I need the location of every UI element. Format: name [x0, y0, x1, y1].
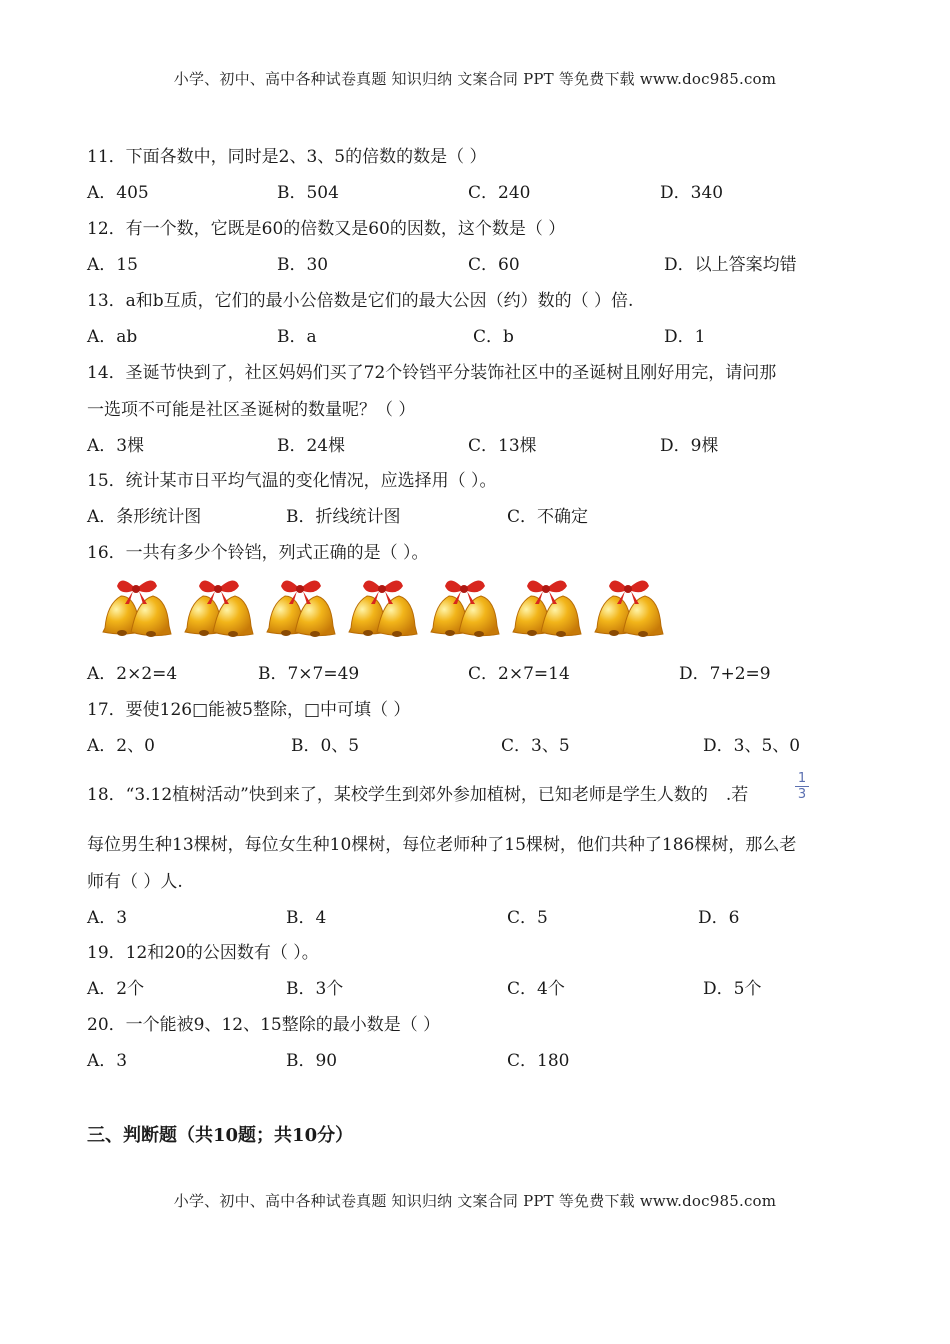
- question-19-stem: 19．12和20的公因数有（ ）。: [87, 943, 319, 963]
- question-14-stem-line1: 14．圣诞节快到了，社区妈妈们买了72个铃铛平分装饰社区中的圣诞树且刚好用完，请问那: [87, 363, 777, 383]
- bell-icon: [259, 574, 339, 640]
- bell-icon: [95, 574, 175, 640]
- question-18-stem-line3: 师有（ ）人.: [87, 872, 183, 892]
- q19-option-d[interactable]: D．5个: [703, 979, 762, 999]
- page-header: 小学、初中、高中各种试卷真题 知识归纳 文案合同 PPT 等免费下载 www.doc985.com: [173, 70, 777, 88]
- bells-image: [95, 574, 695, 640]
- q19-option-c[interactable]: C．4个: [507, 979, 565, 999]
- question-11-stem: 11．下面各数中，同时是2、3、5的倍数的数是（ ）: [87, 147, 487, 167]
- section-title: 三、判断题（共10题；共10分）: [87, 1125, 354, 1146]
- q12-option-d[interactable]: D．以上答案均错: [664, 255, 797, 275]
- q14-option-d[interactable]: D．9棵: [660, 436, 719, 456]
- q18-option-d[interactable]: D．6: [698, 908, 740, 928]
- q17-option-a[interactable]: A．2、0: [87, 736, 155, 756]
- q20-option-a[interactable]: A．3: [87, 1051, 128, 1071]
- q11-option-d[interactable]: D．340: [660, 183, 724, 203]
- q11-option-c[interactable]: C．240: [468, 183, 531, 203]
- q16-option-c[interactable]: C．2×7=14: [468, 664, 570, 684]
- page-footer: 小学、初中、高中各种试卷真题 知识归纳 文案合同 PPT 等免费下载 www.doc985.com: [173, 1192, 777, 1210]
- q13-option-d[interactable]: D．1: [664, 327, 706, 347]
- bell-icon: [341, 574, 421, 640]
- question-13-stem: 13．a和b互质，它们的最小公倍数是它们的最大公因（约）数的（ ）倍.: [87, 291, 634, 311]
- bell-icon: [177, 574, 257, 640]
- q17-option-d[interactable]: D．3、5、0: [703, 736, 801, 756]
- q14-option-b[interactable]: B．24棵: [277, 436, 346, 456]
- q15-option-c[interactable]: C．不确定: [507, 507, 589, 527]
- q13-option-b[interactable]: B．a: [277, 327, 317, 347]
- q12-option-c[interactable]: C．60: [468, 255, 520, 275]
- question-16-stem: 16．一共有多少个铃铛，列式正确的是（ ）。: [87, 543, 429, 563]
- q14-option-a[interactable]: A．3棵: [87, 436, 145, 456]
- bell-icon: [587, 574, 667, 640]
- q18-option-b[interactable]: B．4: [286, 908, 327, 928]
- q18-option-c[interactable]: C．5: [507, 908, 548, 928]
- q20-option-c[interactable]: C．180: [507, 1051, 570, 1071]
- bell-icon: [505, 574, 585, 640]
- fraction-denominator: 3: [797, 787, 807, 802]
- bell-icon: [423, 574, 503, 640]
- q16-option-b[interactable]: B．7×7=49: [258, 664, 360, 684]
- question-18-stem-line2: 每位男生种13棵树，每位女生种10棵树，每位老师种了15棵树，他们共种了186棵树，那么老: [87, 835, 797, 855]
- q13-option-c[interactable]: C．b: [473, 327, 514, 347]
- q16-option-d[interactable]: D．7+2=9: [679, 664, 771, 684]
- q15-option-a[interactable]: A．条形统计图: [87, 507, 202, 527]
- question-17-stem: 17．要使126□能被5整除，□中可填（ ）: [87, 700, 411, 720]
- q11-option-b[interactable]: B．504: [277, 183, 339, 203]
- q19-option-a[interactable]: A．2个: [87, 979, 145, 999]
- q12-option-a[interactable]: A．15: [87, 255, 138, 275]
- q17-option-c[interactable]: C．3、5: [501, 736, 570, 756]
- q18-option-a[interactable]: A．3: [87, 908, 128, 928]
- q13-option-a[interactable]: A．ab: [87, 327, 138, 347]
- q15-option-b[interactable]: B．折线统计图: [286, 507, 401, 527]
- q18-stem-text: 18．“3.12植树活动”快到来了，某校学生到郊外参加植树，已知老师是学生人数的: [87, 785, 708, 805]
- question-15-stem: 15．统计某市日平均气温的变化情况，应选择用（ ）。: [87, 471, 497, 491]
- question-18-stem-line1: [87, 784, 748, 806]
- q14-option-c[interactable]: C．13棵: [468, 436, 537, 456]
- fraction-numerator: 1: [797, 771, 807, 786]
- q16-option-a[interactable]: A．2×2=4: [87, 664, 178, 684]
- q11-option-a[interactable]: A．405: [87, 183, 149, 203]
- q17-option-b[interactable]: B．0、5: [291, 736, 360, 756]
- q19-option-b[interactable]: B．3个: [286, 979, 344, 999]
- q20-option-b[interactable]: B．90: [286, 1051, 338, 1071]
- question-14-stem-line2: 一选项不可能是社区圣诞树的数量呢？（ ）: [87, 400, 416, 420]
- question-20-stem: 20．一个能被9、12、15整除的最小数是（ ）: [87, 1015, 441, 1035]
- q18-stem-tail: .若: [725, 785, 749, 805]
- fraction-one-third: [795, 772, 809, 801]
- q12-option-b[interactable]: B．30: [277, 255, 329, 275]
- question-12-stem: 12．有一个数，它既是60的倍数又是60的因数，这个数是（ ）: [87, 219, 566, 239]
